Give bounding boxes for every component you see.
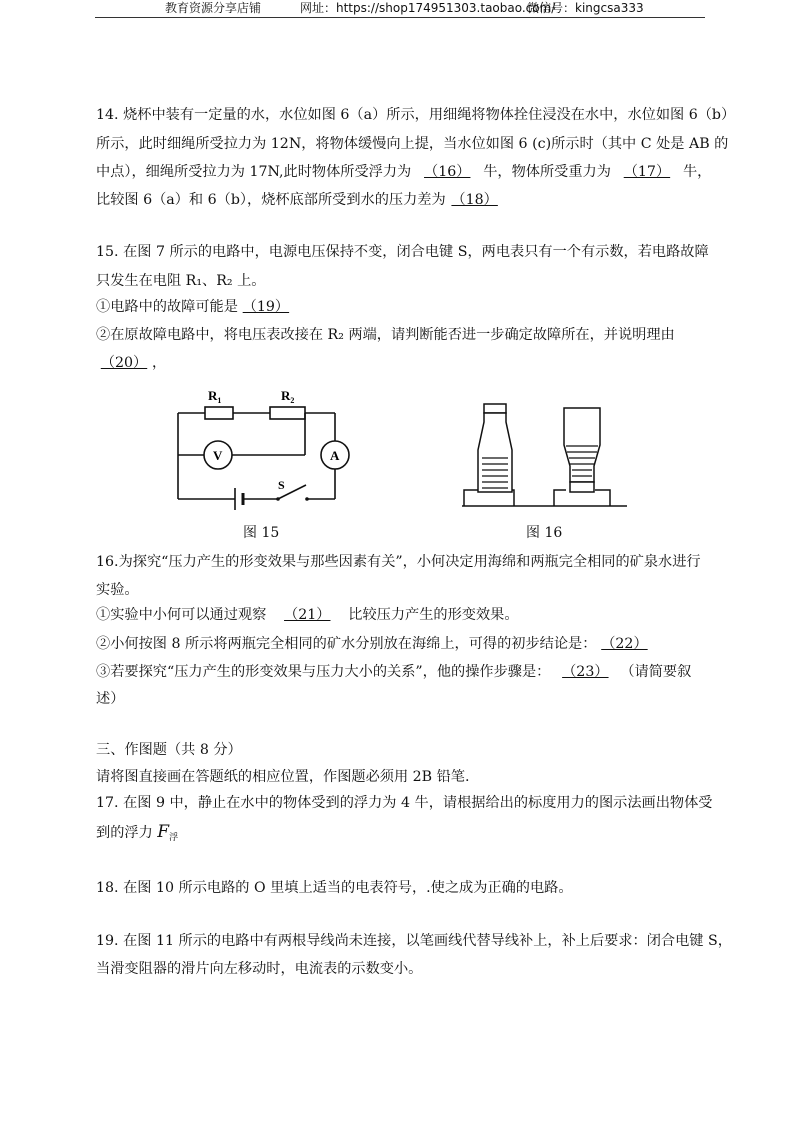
q14-line3-end: 牛，: [682, 164, 712, 180]
q18-line1: 18. 在图 10 所示电路的 O 里填上适当的电表符号，.使之成为正确的电路。: [96, 880, 573, 896]
q19-line1: 19. 在图 11 所示的电路中有两根导线尚未连接，以笔画线代替导线补上，补上后要求：闭合电键 S，: [96, 933, 732, 949]
answer-blank-17[interactable]: （17）: [623, 164, 671, 180]
q16-line2: 实验。: [96, 582, 139, 598]
q15-line5: [96, 349, 708, 378]
q16-line4-text: ②小何按图 8 所示将两瓶完全相同的矿水分别放在海绵上，可得的初步结论是：: [96, 636, 597, 652]
q15-line2: 只发生在电阻 R₁、R₂ 上。: [96, 273, 266, 289]
label-voltmeter: V: [213, 448, 223, 463]
answer-blank-16[interactable]: （16）: [424, 164, 471, 180]
bottle-inverted: [564, 408, 600, 482]
page-header: [95, 0, 705, 18]
answer-blank-18[interactable]: （18）: [451, 192, 498, 208]
q15-line5-end: ，: [152, 355, 167, 371]
q17-line1: 17. 在图 9 中，静止在水中的物体受到的浮力为 4 牛，请根据给出的标度用力的图示法画出物体受: [96, 795, 713, 811]
label-ammeter: A: [330, 448, 340, 463]
q16-line5: [96, 658, 708, 687]
q14-line3: [96, 158, 712, 187]
q14-line2: 所示，此时细绳所受拉力为 12N，将物体缓慢向上提，当水位如图 6 (c)所示时（其中 C 处是 AB 的: [96, 136, 729, 152]
header-url: 网址：https://shop174951303.taobao.com/: [300, 1, 556, 15]
figure-15-caption: 图 15: [243, 525, 280, 541]
label-r1: $R_1$: [208, 388, 222, 405]
answer-blank-22[interactable]: （22）: [601, 636, 648, 652]
answer-blank-20[interactable]: （20）: [100, 355, 148, 371]
resistor-r1: [205, 407, 233, 419]
answer-blank-23[interactable]: （23）: [562, 664, 609, 680]
q16-line5-text: ③若要探究“压力产生的形变效果与压力大小的关系”，他的操作步骤是：: [96, 664, 551, 680]
q16-line3-text-a: ①实验中小何可以通过观察: [96, 607, 267, 623]
q16-line4: [96, 630, 708, 659]
q14-line3-text: 中点），细绳所受拉力为 17N,此时物体所受浮力为: [96, 164, 412, 180]
q15-line3: [96, 293, 708, 322]
q17-line2: [96, 818, 708, 853]
bottle-cap-left: [484, 404, 506, 413]
q14-line4-text: 比较图 6（a）和 6（b），烧杯底部所受到水的压力差为: [96, 192, 446, 208]
q16-line1: 16.为探究“压力产生的形变效果与那些因素有关”，小何决定用海绵和两瓶完全相同的矿泉水进行: [96, 554, 701, 570]
bottle-cap-right: [570, 482, 594, 492]
answer-blank-19[interactable]: （19）: [242, 299, 290, 315]
header-shop-name: 教育资源分享店铺: [165, 1, 262, 15]
q15-line1: 15. 在图 7 所示的电路中，电源电压保持不变，闭合电键 S，两电表只有一个有示数，若电路故障: [96, 244, 709, 260]
figure-16-caption: 图 16: [526, 525, 563, 541]
label-switch: S: [278, 478, 285, 492]
q16-line3: [96, 601, 708, 630]
section-3-title: 三、作图题（共 8 分）: [96, 742, 242, 758]
q19-line2: 当滑变阻器的滑片向左移动时，电流表的示数变小。: [96, 961, 423, 977]
q14-line1: 14. 烧杯中装有一定量的水，水位如图 6（a）所示，用细绳将物体拴住浸没在水中，水位如图 6（b）: [96, 107, 736, 123]
bottle-upright: [478, 413, 512, 492]
figure-16-bottles: [462, 402, 627, 508]
q14-line4: [96, 186, 708, 215]
q15-line4: ②在原故障电路中，将电压表改接在 R₂ 两端，请判断能否进一步确定故障所在，并说明理由: [96, 327, 675, 343]
header-wechat: 微信号：kingcsa333: [527, 1, 644, 15]
q14-line3-mid: 牛，物体所受重力为: [483, 164, 611, 180]
figure-15-circuit: [170, 380, 360, 510]
q17-line2-text: 到的浮力: [96, 825, 153, 841]
buoyancy-symbol: F浮: [157, 822, 179, 843]
label-r2: $R_2$: [281, 388, 295, 405]
q16-line5-end: （请简要叙: [620, 664, 692, 680]
answer-blank-21[interactable]: （21）: [284, 607, 331, 623]
q15-line3-text: ①电路中的故障可能是: [96, 299, 238, 315]
resistor-r2: [270, 407, 305, 419]
section-3-instruction: 请将图直接画在答题纸的相应位置，作图题必须用 2B 铅笔.: [96, 769, 470, 785]
q16-line3-text-b: 比较压力产生的形变效果。: [348, 607, 519, 623]
q16-line6: 述）: [96, 691, 125, 707]
